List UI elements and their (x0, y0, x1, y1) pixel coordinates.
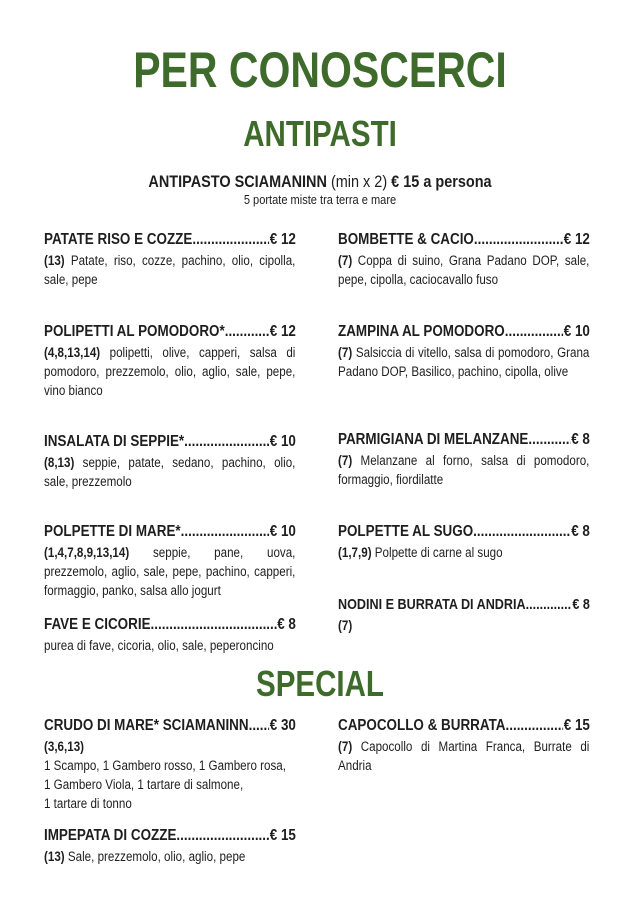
menu-item-polpette-sugo (338, 522, 590, 562)
menu-item-insalata-seppie (44, 432, 296, 491)
menu-item-fave-cicorie (44, 615, 296, 655)
item-allergens: (1,4,7,8,9,13,14) (44, 545, 130, 560)
intro-block (0, 173, 640, 209)
item-price: € 8 (277, 616, 296, 633)
item-allergens: (13) (44, 253, 65, 268)
item-description: Coppa di suino, Grana Padano DOP, sale, pepe, cipolla, caciocavallo fuso (338, 253, 590, 287)
item-name: ZAMPINA AL POMODORO (338, 323, 505, 340)
item-allergens: (7) (338, 618, 353, 633)
menu-item-capocollo-burrata (338, 716, 590, 775)
item-name: BOMBETTE & CACIO (338, 231, 474, 248)
item-price: € 10 (563, 323, 590, 340)
item-price: € 10 (269, 433, 296, 450)
page-title: PER CONOSCERCI (133, 42, 507, 98)
item-allergens: (7) (338, 453, 353, 468)
menu-item-zampina (338, 322, 590, 381)
intro-qualifier: (min x 2) (330, 172, 388, 191)
item-price: € 30 (269, 717, 296, 734)
item-price: € 8 (571, 523, 590, 540)
section-title-antipasti: ANTIPASTI (243, 113, 397, 154)
item-price: € 15 (563, 717, 590, 734)
menu-item-patate-riso-cozze (44, 230, 296, 289)
menu-item-bombette-cacio (338, 230, 590, 289)
item-name: CRUDO DI MARE* SCIAMANINN (44, 717, 249, 734)
section-title-special: SPECIAL (256, 663, 384, 704)
item-description-line: 1 Scampo, 1 Gambero rosso, 1 Gambero rosa, (44, 758, 286, 773)
item-name: FAVE E CICORIE (44, 616, 151, 633)
item-description: Patate, riso, cozze, pachino, olio, cipolla, sale, pepe (44, 253, 296, 287)
item-price: € 8 (571, 431, 590, 448)
item-price: € 12 (269, 323, 296, 340)
menu-item-polpette-mare (44, 522, 296, 600)
intro-name: ANTIPASTO SCIAMANINN (148, 172, 327, 191)
item-description-line: 1 tartare di tonno (44, 796, 132, 811)
item-allergens: (4,8,13,14) (44, 345, 101, 360)
item-name: INSALATA DI SEPPIE* (44, 433, 185, 450)
item-price: € 12 (563, 231, 590, 248)
item-allergens: (7) (338, 253, 353, 268)
item-description: Polpette di carne al sugo (374, 545, 503, 560)
intro-price: € 15 a persona (391, 172, 492, 191)
item-description: purea di fave, cicoria, olio, sale, peperoncino (44, 638, 274, 653)
item-price: € 8 (572, 596, 590, 613)
intro-line (48, 173, 592, 191)
item-name: CAPOCOLLO & BURRATA (338, 717, 506, 734)
item-name: IMPEPATA DI COZZE (44, 827, 177, 844)
item-allergens: (1,7,9) (338, 545, 372, 560)
menu-item-parmigiana (338, 430, 590, 489)
item-name: NODINI E BURRATA DI ANDRIA (338, 596, 526, 613)
item-allergens: (7) (338, 739, 353, 754)
menu-item-impepata-cozze (44, 826, 296, 866)
item-name: POLPETTE AL SUGO (338, 523, 474, 540)
item-allergens: (8,13) (44, 455, 75, 470)
item-allergens: (13) (44, 849, 65, 864)
item-allergens: (3,6,13) (44, 739, 85, 754)
item-description: seppie, pane, uova, prezzemolo, aglio, sale, pepe, pachino, capperi, formaggio, panko, salsa allo jogurt (44, 545, 296, 598)
item-name: POLIPETTI AL POMODORO* (44, 323, 225, 340)
item-price: € 15 (269, 827, 296, 844)
item-price: € 10 (269, 523, 296, 540)
item-price: € 12 (269, 231, 296, 248)
menu-item-polipetti (44, 322, 296, 400)
item-allergens: (7) (338, 345, 353, 360)
item-description: Sale, prezzemolo, olio, aglio, pepe (67, 849, 246, 864)
menu-item-nodini-burrata (338, 595, 590, 635)
item-description: Capocollo di Martina Franca, Burrate di Andria (338, 739, 590, 773)
item-name: PATATE RISO E COZZE (44, 231, 193, 248)
item-name: PARMIGIANA DI MELANZANE (338, 431, 529, 448)
item-description: Salsiccia di vitello, salsa di pomodoro, Grana Padano DOP, Basilico, pachino, cipolla, olive (338, 345, 590, 379)
item-description: seppie, patate, sedano, pachino, olio, sale, prezzemolo (44, 455, 296, 489)
menu-item-crudo-di-mare (44, 716, 296, 813)
item-description: Melanzane al forno, salsa di pomodoro, formaggio, fiordilatte (338, 453, 590, 487)
item-description: polipetti, olive, capperi, salsa di pomodoro, prezzemolo, olio, aglio, sale, pepe, vino bianco (44, 345, 296, 398)
intro-subtitle: 5 portate miste tra terra e mare (243, 192, 397, 207)
item-name: POLPETTE DI MARE* (44, 523, 181, 540)
item-description-line: 1 Gambero Viola, 1 tartare di salmone, (44, 777, 244, 792)
